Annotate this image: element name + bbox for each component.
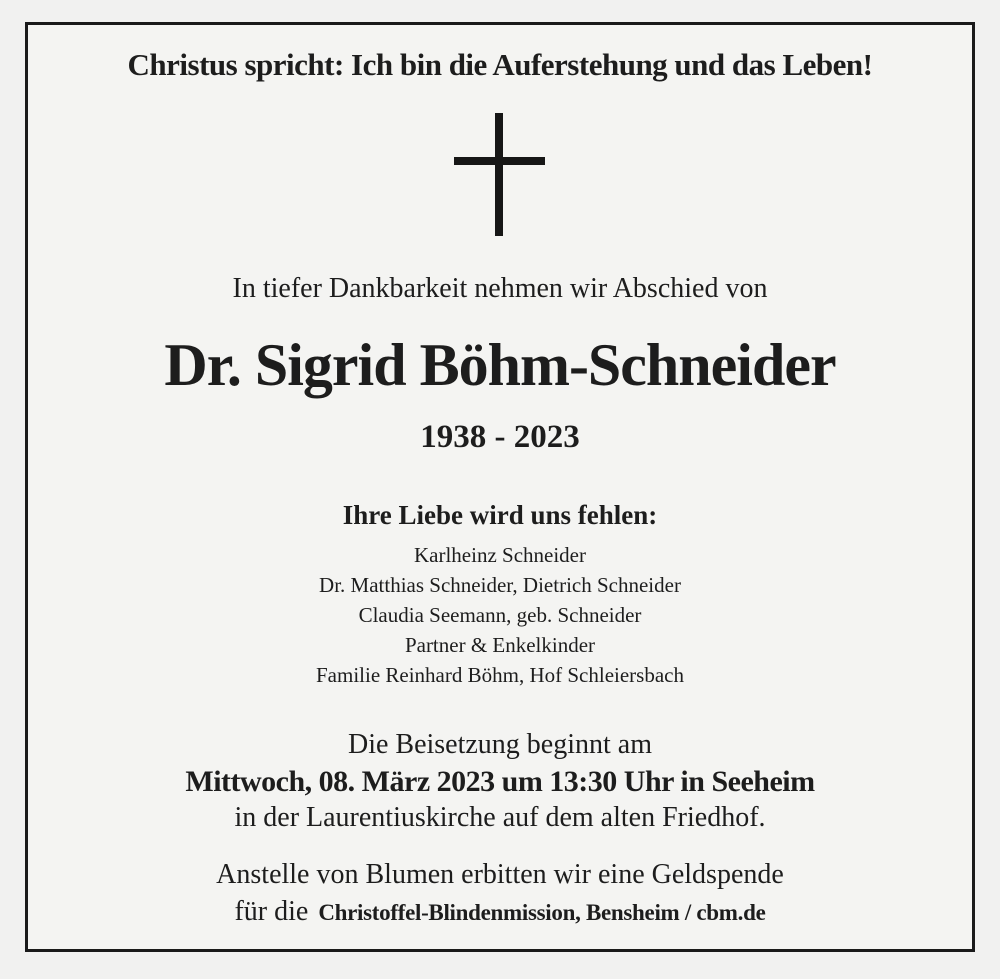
donation-request-line: Anstelle von Blumen erbitten wir eine Geldspende [216,859,784,890]
cross-horizontal-bar [454,157,545,165]
bible-verse: Christus spricht: Ich bin die Auferstehung und das Leben! [127,47,873,82]
life-years: 1938 - 2023 [420,419,580,455]
mourners-heading: Ihre Liebe wird uns fehlen: [342,500,658,530]
donation-recipient-prefix: für die [234,896,309,927]
mourner-line: Partner & Enkelkinder [404,633,596,657]
cross-icon [454,113,545,236]
funeral-date-line: Mittwoch, 08. März 2023 um 13:30 Uhr in Seeheim [185,765,815,798]
deceased-name: Dr. Sigrid Böhm-Schneider [164,332,836,398]
funeral-location-line: in der Laurentiuskirche auf dem alten Friedhof. [234,802,766,833]
mourner-line: Dr. Matthias Schneider, Dietrich Schneider [319,573,681,597]
mourner-line: Claudia Seemann, geb. Schneider [358,603,642,627]
funeral-intro-line: Die Beisetzung beginnt am [347,729,653,760]
mourner-line: Familie Reinhard Böhm, Hof Schleiersbach [315,663,684,687]
donation-organization: Christoffel-Blindenmission, Bensheim / cbm.de [318,900,766,925]
mourners-list [28,540,972,690]
cross-vertical-bar [495,113,503,236]
farewell-intro: In tiefer Dankbarkeit nehmen wir Abschied von [232,273,768,304]
mourner-line: Karlheinz Schneider [413,543,586,567]
obituary-card [25,22,975,952]
donation-recipient-line [28,895,972,930]
